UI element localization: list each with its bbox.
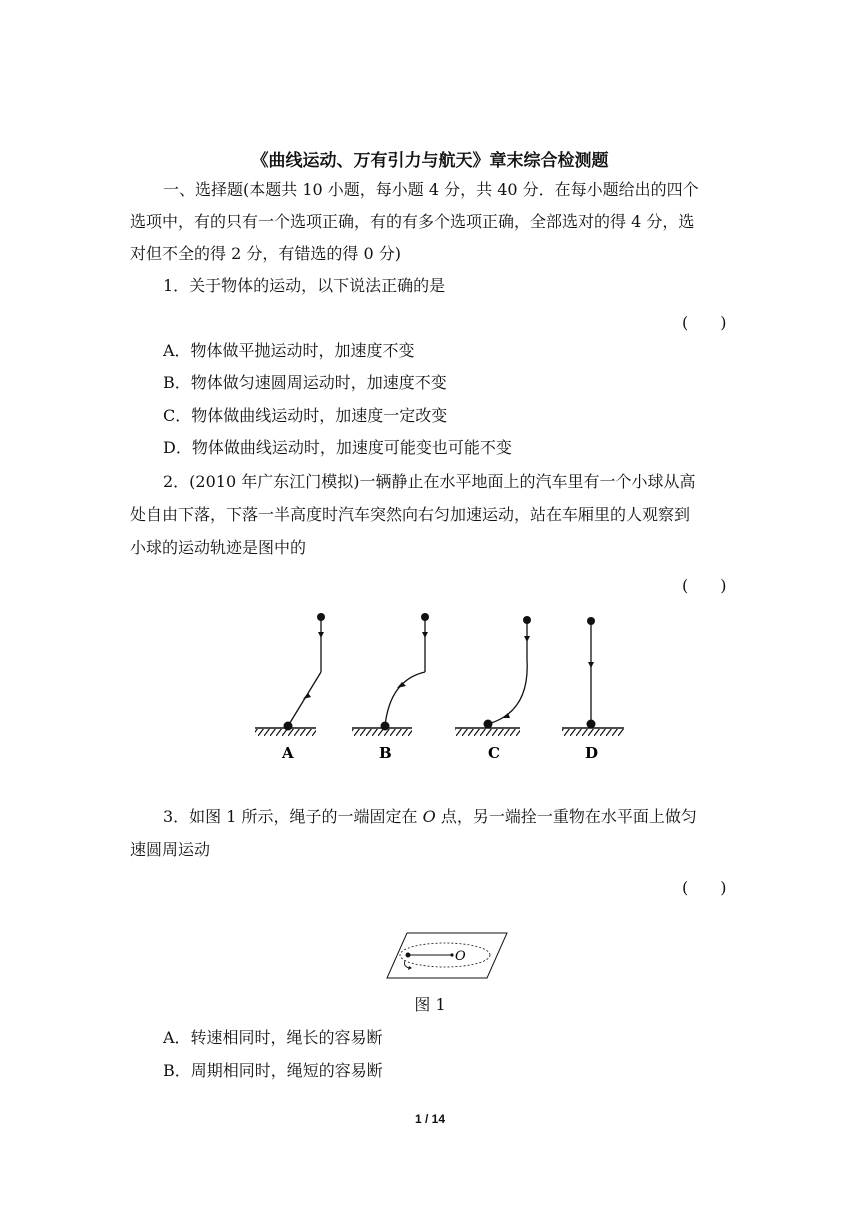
q3-point-o: O — [422, 807, 436, 826]
section-heading-line-1: 一、选择题(本题共 10 小题，每小题 4 分，共 40 分．在每小题给出的四个 — [163, 180, 699, 199]
section-heading-line-3: 对但不全的得 2 分，有错选的得 0 分) — [130, 244, 401, 263]
figure-label-a: A — [282, 744, 294, 762]
q1-option-b: B．物体做匀速圆周运动时，加速度不变 — [163, 373, 447, 392]
figure-point-o: O — [455, 949, 466, 964]
q2-line-1: 2．(2010 年广东江门模拟)一辆静止在水平地面上的汽车里有一个小球从高 — [163, 472, 696, 491]
q1-answer-bracket: ( ) — [682, 313, 727, 332]
document-title: 《曲线运动、万有引力与航天》章末综合检测题 — [251, 151, 609, 171]
q1-option-c: C．物体做曲线运动时，加速度一定改变 — [163, 406, 448, 425]
q1-option-d: D．物体做曲线运动时，加速度可能变也可能不变 — [163, 438, 512, 457]
figure-1-caption: 图 1 — [414, 995, 446, 1014]
q3-line-1-after: 点，另一端拴一重物在水平面上做匀 — [435, 807, 697, 826]
trajectory-option-c — [455, 616, 531, 762]
figure-label-b: B — [379, 744, 392, 762]
trajectory-option-d — [562, 617, 624, 762]
q2-line-3: 小球的运动轨迹是图中的 — [130, 538, 307, 557]
q2-trajectory-figure — [240, 600, 640, 770]
q3-line-1 — [163, 807, 763, 827]
q3-option-a: A．转速相同时，绳长的容易断 — [163, 1028, 383, 1047]
figure-label-c: C — [488, 744, 500, 762]
page-number: 1 / 14 — [414, 1112, 446, 1126]
q3-answer-bracket: ( ) — [682, 878, 727, 897]
figure-label-d: D — [585, 744, 599, 762]
q1-option-a: A．物体做平抛运动时，加速度不变 — [163, 341, 415, 360]
section-heading-line-2: 选项中，有的只有一个选项正确，有的有多个选项正确，全部选对的得 4 分，选 — [130, 212, 695, 231]
q2-line-2: 处自由下落，下落一半高度时汽车突然向右匀加速运动，站在车厢里的人观察到 — [130, 505, 691, 524]
q2-answer-bracket: ( ) — [682, 576, 727, 595]
q3-line-2: 速圆周运动 — [130, 840, 211, 859]
q3-line-1-before: 3．如图 1 所示，绳子的一端固定在 — [163, 807, 423, 826]
q1-stem: 1．关于物体的运动，以下说法正确的是 — [163, 276, 446, 295]
q3-figure-1 — [385, 928, 510, 983]
q3-option-b: B．周期相同时，绳短的容易断 — [163, 1061, 383, 1080]
trajectory-option-b — [352, 613, 429, 762]
trajectory-option-a — [255, 613, 325, 762]
